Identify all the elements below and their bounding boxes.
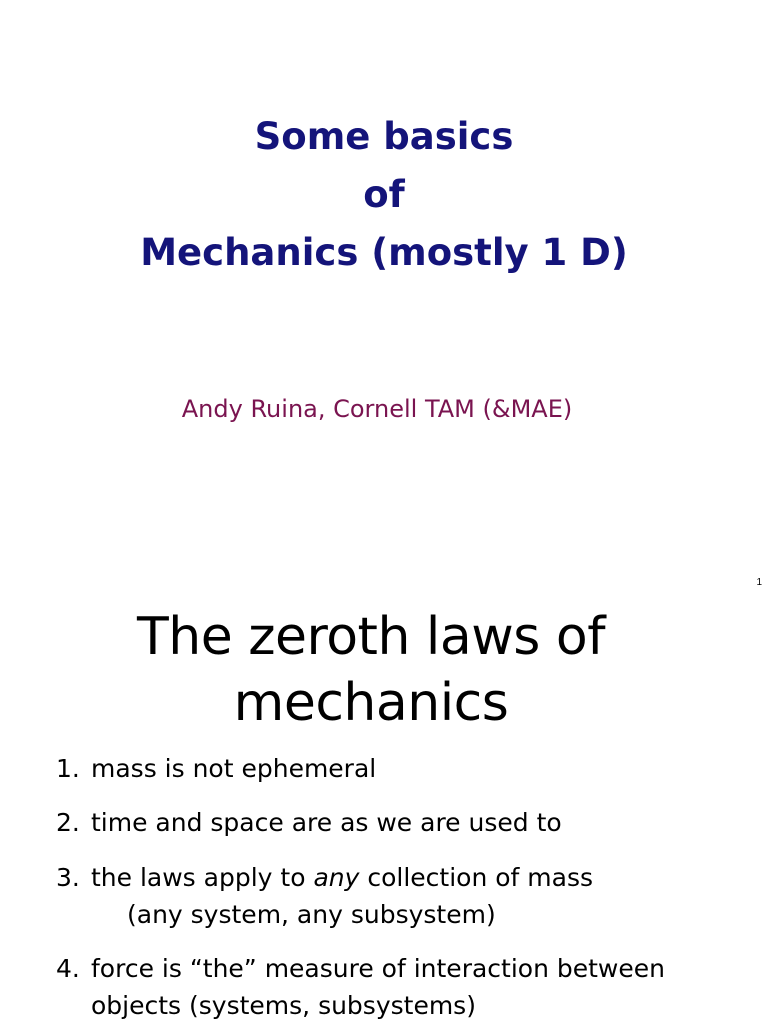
slide2-title <box>0 604 742 736</box>
slide2-title-line-2: mechanics <box>233 673 509 733</box>
list-item-text-end: collection of mass <box>359 863 594 892</box>
list-item <box>56 859 756 933</box>
list-item-number: 4. <box>56 954 80 983</box>
list-item-subtext: (any system, any subsystem) <box>127 900 496 929</box>
author-line: Andy Ruina, Cornell TAM (&MAE) <box>181 395 573 423</box>
list-item-text <box>91 859 756 896</box>
list-item-number: 2. <box>56 808 80 837</box>
list-item-emphasis: any <box>313 863 360 892</box>
list-item <box>56 750 756 787</box>
list-item-text: force is “the” measure of interaction between <box>91 954 665 983</box>
list-item <box>56 804 756 841</box>
list-item-number: 1. <box>56 754 80 783</box>
list-item-text-start: the laws apply to <box>91 863 314 892</box>
list-item-number: 3. <box>56 863 80 892</box>
page-number: 1 <box>756 577 762 588</box>
list-item <box>56 950 756 1024</box>
slide1-title-line-1: Some basics <box>254 115 514 158</box>
slide1-title-line-3: Mechanics (mostly 1 D) <box>140 231 628 274</box>
slide2-title-line-1: The zeroth laws of <box>136 607 606 667</box>
slide1-title-line-2: of <box>363 173 405 216</box>
slide1-title <box>0 108 768 282</box>
list-item-text: time and space are as we are used to <box>91 808 562 837</box>
list-item-continuation: objects (systems, subsystems) <box>91 991 476 1020</box>
list-item-text: mass is not ephemeral <box>91 754 377 783</box>
